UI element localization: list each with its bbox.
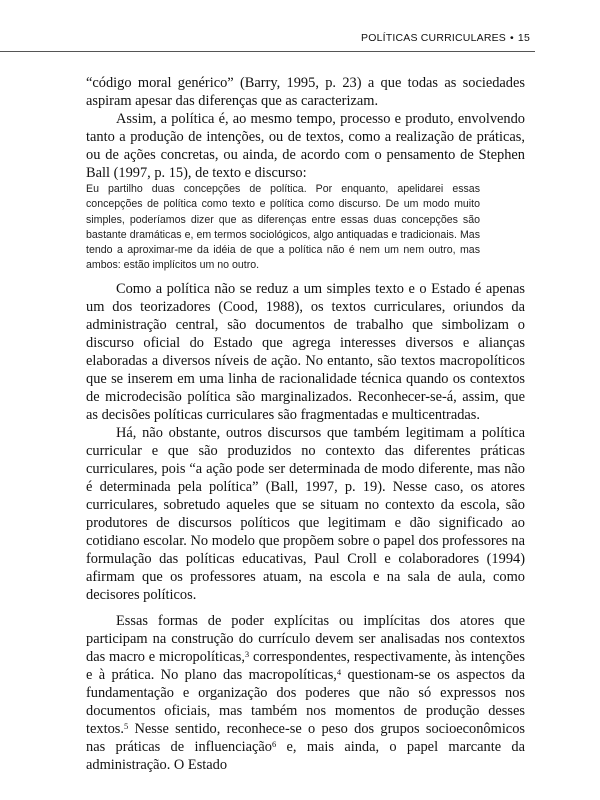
footnote-ref-4[interactable]: 4	[336, 666, 342, 677]
footnote-ref-5[interactable]: 5	[123, 720, 129, 731]
paragraph-5-text: questionam-se os aspectos da fundamentação e organização dos poderes que não só expressos nos documentos oficiais, mas também nos momentos de produção desses textos.	[86, 666, 525, 737]
paragraph-5-text: e, mais ainda, o papel marcante da administração. O Estado	[86, 738, 526, 773]
header-bullet: •	[510, 32, 514, 44]
paragraph-1: “código moral genérico” (Barry, 1995, p. 23) a que todas as sociedades aspiram apesar das diferenças que as caracterizam.	[86, 75, 525, 109]
paragraph-3: Como a política não se reduz a um simples texto e o Estado é apenas um dos teorizadores (Cood, 1988), os textos curriculares, oriundos da administração central, são documentos de trabalho que simbolizam o discurso oficial do Estado que agrega interesses diversos e alianças elaboradas a diversos níveis de ação. No entanto, são textos macropolíticos que se inserem em uma linha de racionalidade técnica quando os contextos de microdecisão política são marginalizados. Reconhecer-se-á, assim, que as decisões políticas curriculares são fragmentadas e multicentradas.	[86, 280, 525, 423]
paragraph-4: Há, não obstante, outros discursos que também legitimam a política curricular e que são produzidos no contexto das diferentes práticas curriculares, pois “a ação pode ser determinada de modo diferente, mas não é determinada pela política” (Ball, 1997, p. 19). Nesse caso, os atores curriculares, sobretudo aqueles que se situam no contexto da escola, são produtores de discursos políticos que legitimam e dão significado ao cotidiano escolar. No modelo que propõem sobre o papel dos professores na formulação das políticas educativas, Paul Croll e colaboradores (1994) afirmam que os professores atuam, na escola e na sala de aula, como decisores políticos.	[86, 424, 525, 603]
body-text	[86, 74, 525, 774]
paragraph-5-text: Essas formas de poder explícitas ou implícitas dos atores que participam na construção do currículo devem ser analisadas nos contextos das macro e micropolíticas,	[86, 612, 525, 665]
running-header-title: POLÍTICAS CURRICULARES	[361, 32, 507, 44]
header-rule	[0, 51, 535, 52]
footnote-ref-3[interactable]: 3	[244, 648, 250, 659]
running-header	[361, 32, 530, 44]
paragraph-5	[86, 612, 525, 774]
paragraph-5-text: Nesse sentido, reconhece-se o peso dos grupos socioeconômicos nas práticas de influenciação	[86, 720, 525, 755]
paragraph-5-text: correspondentes, respectivamente, às intenções e à prática. No plano das macropolíticas,	[86, 648, 525, 683]
footnote-ref-6[interactable]: 6	[271, 738, 277, 749]
block-quote: Eu partilho duas concepções de política. Por enquanto, apelidarei essas concepções de política como texto e política como discurso. De um modo muito simples, poderíamos dizer que as diferenças entre essas duas concepções são bastante dramáticas e, em termos sociológicos, algo antiquadas e tradicionais. Mas tendo a aproximar-me da idéia de que a política não é nem um nem outro, mas ambos: estão implícitos um no outro.	[86, 183, 480, 272]
paragraph-2: Assim, a política é, ao mesmo tempo, processo e produto, envolvendo tanto a produção de intenções, ou de textos, como a realização de práticas, ou de ações concretas, ou ainda, de acordo com o pensamento de Stephen Ball (1997, p. 15), de texto e discurso:	[86, 111, 525, 181]
page-number: 15	[517, 32, 530, 44]
